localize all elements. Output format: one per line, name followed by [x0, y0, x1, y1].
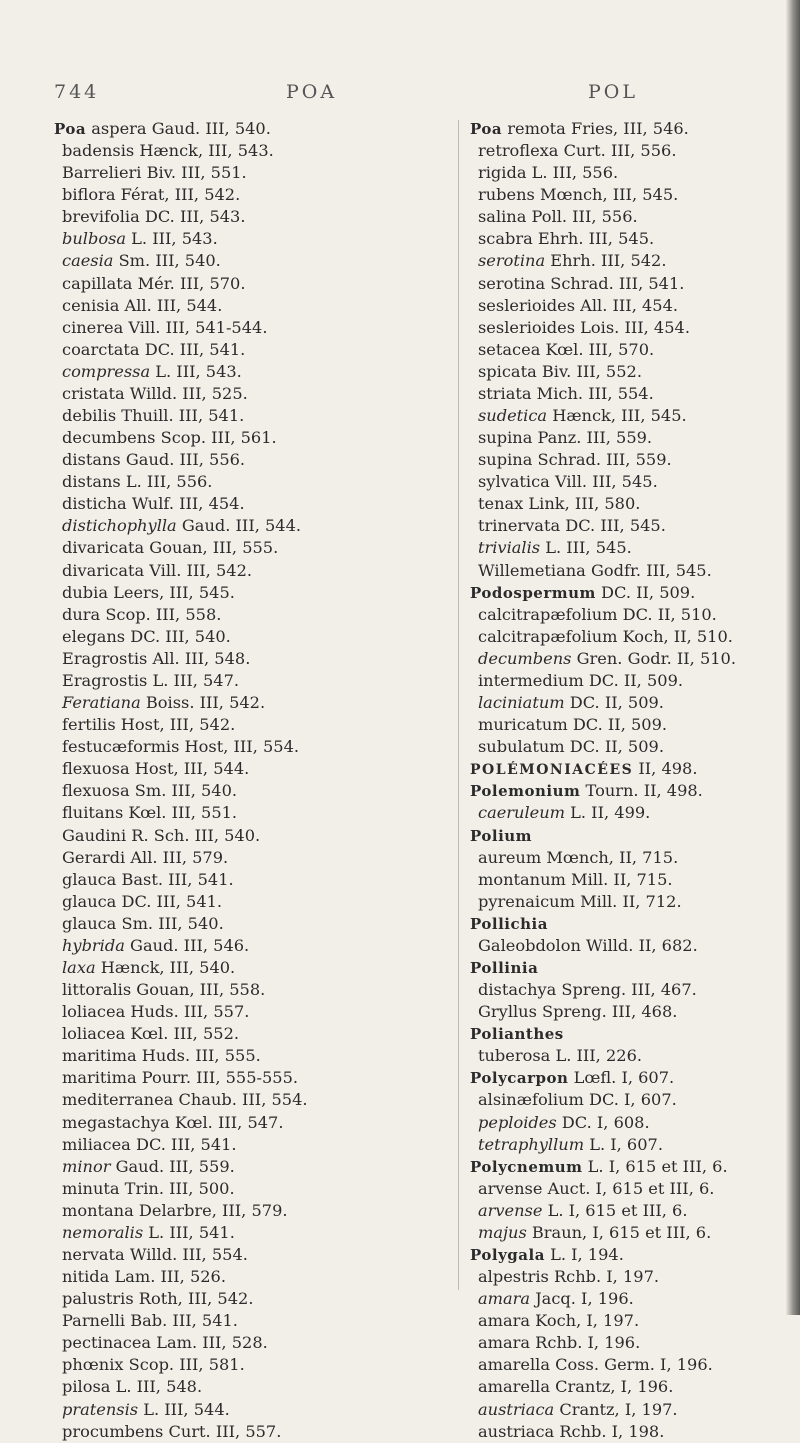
index-species-entry	[470, 515, 790, 537]
index-species-entry	[54, 273, 374, 295]
index-genus-entry	[54, 118, 374, 140]
entry-text: pratensis	[62, 1399, 139, 1419]
entry-text: striata Mich. III, 554.	[478, 383, 654, 403]
index-species-entry	[54, 1112, 374, 1134]
index-species-entry	[54, 1244, 374, 1266]
index-species-entry	[470, 847, 790, 869]
entry-text: supina Panz. III, 559.	[478, 428, 653, 448]
entry-text: amara Koch, I, 197.	[478, 1311, 640, 1331]
entry-text: montanum Mill. II, 715.	[478, 869, 673, 889]
index-species-entry	[54, 361, 374, 383]
entry-reference: Jacq. I, 196.	[530, 1289, 634, 1309]
entry-reference: L. III, 543.	[126, 229, 218, 249]
entry-text: arvense Auct. I, 615 et III, 6.	[478, 1178, 715, 1198]
index-species-entry	[54, 1156, 374, 1178]
index-species-entry	[54, 582, 374, 604]
entry-text: loliacea Kœl. III, 552.	[62, 1024, 240, 1044]
index-species-entry	[54, 1200, 374, 1222]
genus-name: Polemonium	[470, 782, 581, 801]
entry-reference: Ehrh. III, 542.	[545, 251, 667, 271]
index-species-entry	[470, 1266, 790, 1288]
index-species-entry	[470, 935, 790, 957]
entry-text: trivialis	[478, 538, 541, 558]
entry-text: salina Poll. III, 556.	[478, 207, 638, 227]
index-species-entry	[54, 493, 374, 515]
entry-text: calcitrapæfolium DC. II, 510.	[478, 604, 717, 624]
page-number: 744	[54, 81, 100, 103]
entry-text: littoralis Gouan, III, 558.	[62, 980, 266, 1000]
index-species-entry	[470, 1310, 790, 1332]
entry-text: debilis Thuill. III, 541.	[62, 406, 245, 426]
entry-text: laciniatum	[478, 693, 565, 713]
entry-reference: L. III, 545.	[540, 538, 632, 558]
entry-reference: L. III, 541.	[143, 1222, 235, 1242]
entry-text: L. I, 615 et III, 6.	[582, 1156, 728, 1176]
index-genus-entry	[470, 913, 790, 935]
entry-reference: Hænck, III, 540.	[95, 957, 236, 977]
entry-reference: Braun, I, 615 et III, 6.	[526, 1222, 712, 1242]
index-column-right	[470, 118, 790, 1443]
index-species-entry	[470, 339, 790, 361]
index-species-entry	[54, 1376, 374, 1398]
index-species-entry	[54, 869, 374, 891]
index-genus-entry	[470, 1244, 790, 1266]
entry-reference: L. III, 544.	[138, 1399, 230, 1419]
entry-text: seslerioides All. III, 454.	[478, 295, 679, 315]
entry-text: Tourn. II, 498.	[580, 781, 703, 801]
entry-text: Barrelieri Biv. III, 551.	[62, 163, 247, 183]
index-species-entry	[470, 1001, 790, 1023]
index-species-entry	[470, 1421, 790, 1443]
entry-text: serotina	[478, 251, 546, 271]
family-name: POLÉMONIACÉES	[470, 762, 634, 779]
entry-text: flexuosa Sm. III, 540.	[62, 781, 238, 801]
entry-text: pyrenaicum Mill. II, 712.	[478, 891, 682, 911]
index-species-entry	[470, 537, 790, 559]
index-species-entry	[54, 825, 374, 847]
genus-name: Podospermum	[470, 583, 596, 602]
entry-text: procumbens Curt. III, 557.	[62, 1421, 282, 1441]
running-header	[0, 81, 800, 105]
entry-text: austriaca	[478, 1399, 555, 1419]
index-species-entry	[470, 1134, 790, 1156]
entry-text: caesia	[62, 251, 114, 271]
index-species-entry	[470, 692, 790, 714]
entry-text: austriaca Rchb. I, 198.	[478, 1421, 665, 1441]
entry-reference: Gaud. III, 559.	[110, 1156, 235, 1176]
index-species-entry	[54, 228, 374, 250]
entry-reference: Gren. Godr. II, 510.	[571, 648, 736, 668]
genus-name: Pollinia	[470, 958, 539, 977]
entry-text: dubia Leers, III, 545.	[62, 582, 235, 602]
index-species-entry	[54, 626, 374, 648]
entry-text: pectinacea Lam. III, 528.	[62, 1333, 268, 1353]
entry-text: hybrida	[62, 935, 125, 955]
entry-text: Eragrostis All. III, 548.	[62, 648, 251, 668]
entry-text: majus	[478, 1222, 527, 1242]
entry-text: fluitans Kœl. III, 551.	[62, 803, 238, 823]
entry-text: amarella Crantz, I, 196.	[478, 1377, 674, 1397]
entry-reference: L. II, 499.	[565, 803, 651, 823]
index-species-entry	[470, 1354, 790, 1376]
entry-text: intermedium DC. II, 509.	[478, 670, 684, 690]
index-genus-entry	[470, 758, 790, 780]
index-species-entry	[54, 604, 374, 626]
column-divider	[458, 120, 459, 1290]
genus-name: Polycnemum	[470, 1157, 583, 1176]
entry-text: miliacea DC. III, 541.	[62, 1134, 237, 1154]
index-species-entry	[470, 714, 790, 736]
entry-text: peploides	[478, 1112, 557, 1132]
index-species-entry	[470, 1200, 790, 1222]
index-species-entry	[54, 405, 374, 427]
index-species-entry	[470, 1288, 790, 1310]
genus-name: Pollichia	[470, 914, 548, 933]
index-species-entry	[470, 250, 790, 272]
entry-text: Gryllus Spreng. III, 468.	[478, 1002, 678, 1022]
entry-text: subulatum DC. II, 509.	[478, 737, 664, 757]
index-genus-entry	[470, 825, 790, 847]
index-species-entry	[54, 184, 374, 206]
index-species-entry	[470, 604, 790, 626]
entry-text: disticha Wulf. III, 454.	[62, 494, 245, 514]
entry-reference: L. I, 615 et III, 6.	[542, 1200, 688, 1220]
index-species-entry	[470, 1222, 790, 1244]
entry-text: maritima Huds. III, 555.	[62, 1046, 261, 1066]
index-species-entry	[54, 780, 374, 802]
entry-text: II, 498.	[633, 759, 698, 779]
entry-text: flexuosa Host, III, 544.	[62, 759, 250, 779]
entry-text: divaricata Gouan, III, 555.	[62, 538, 279, 558]
entry-text: glauca Sm. III, 540.	[62, 913, 224, 933]
index-species-entry	[470, 184, 790, 206]
index-genus-entry	[470, 780, 790, 802]
index-species-entry	[470, 670, 790, 692]
index-species-entry	[470, 405, 790, 427]
entry-text: nemoralis	[62, 1222, 144, 1242]
index-species-entry	[470, 317, 790, 339]
index-species-entry	[54, 913, 374, 935]
entry-text: biflora Férat, III, 542.	[62, 185, 241, 205]
index-species-entry	[54, 1178, 374, 1200]
index-species-entry	[54, 1089, 374, 1111]
index-species-entry	[470, 1089, 790, 1111]
entry-text: capillata Mér. III, 570.	[62, 273, 246, 293]
entry-text: spicata Biv. III, 552.	[478, 361, 642, 381]
entry-text: Parnelli Bab. III, 541.	[62, 1311, 238, 1331]
index-species-entry	[470, 736, 790, 758]
index-species-entry	[54, 979, 374, 1001]
entry-text: sylvatica Vill. III, 545.	[478, 472, 658, 492]
entry-text: amara Rchb. I, 196.	[478, 1333, 641, 1353]
page-binding-edge	[786, 0, 800, 1315]
index-species-entry	[470, 648, 790, 670]
entry-reference: Hænck, III, 545.	[547, 406, 687, 426]
entry-text: Willemetiana Godfr. III, 545.	[478, 560, 712, 580]
entry-text: loliacea Huds. III, 557.	[62, 1002, 250, 1022]
index-species-entry	[54, 1354, 374, 1376]
entry-text: tetraphyllum	[478, 1134, 585, 1154]
entry-text: sudetica	[478, 406, 548, 426]
entry-text: setacea Kœl. III, 570.	[478, 339, 655, 359]
entry-text: decumbens Scop. III, 561.	[62, 428, 277, 448]
index-species-entry	[54, 1266, 374, 1288]
index-species-entry	[54, 692, 374, 714]
entry-text: seslerioides Lois. III, 454.	[478, 317, 690, 337]
left-running-head: POA	[286, 81, 338, 103]
index-species-entry	[470, 979, 790, 1001]
entry-text: brevifolia DC. III, 543.	[62, 207, 246, 227]
entry-text: montana Delarbre, III, 579.	[62, 1200, 288, 1220]
entry-text: cinerea Vill. III, 541-544.	[62, 317, 268, 337]
entry-text: distans L. III, 556.	[62, 472, 213, 492]
entry-text: tenax Link, III, 580.	[478, 494, 641, 514]
index-species-entry	[54, 891, 374, 913]
entry-reference: DC. II, 509.	[564, 693, 664, 713]
entry-text: caeruleum	[478, 803, 565, 823]
index-species-entry	[470, 1399, 790, 1421]
index-species-entry	[54, 758, 374, 780]
entry-text: Feratiana	[62, 693, 141, 713]
index-species-entry	[54, 317, 374, 339]
index-species-entry	[470, 1332, 790, 1354]
index-genus-entry	[470, 957, 790, 979]
index-species-entry	[470, 140, 790, 162]
entry-text: Galeobdolon Willd. II, 682.	[478, 935, 698, 955]
entry-text: divaricata Vill. III, 542.	[62, 560, 253, 580]
index-species-entry	[54, 206, 374, 228]
index-genus-entry	[470, 1067, 790, 1089]
entry-text: distans Gaud. III, 556.	[62, 450, 246, 470]
entry-text: cristata Willd. III, 525.	[62, 383, 248, 403]
index-species-entry	[54, 957, 374, 979]
index-species-entry	[54, 339, 374, 361]
entry-reference: Crantz, I, 197.	[554, 1399, 678, 1419]
index-species-entry	[470, 802, 790, 824]
index-species-entry	[470, 1045, 790, 1067]
index-species-entry	[470, 383, 790, 405]
genus-name: Polianthes	[470, 1025, 564, 1044]
index-genus-entry	[470, 118, 790, 140]
entry-text: serotina Schrad. III, 541.	[478, 273, 685, 293]
entry-text: aureum Mœnch, II, 715.	[478, 847, 679, 867]
entry-text: retroflexa Curt. III, 556.	[478, 141, 677, 161]
entry-reference: Gaud. III, 544.	[176, 516, 302, 536]
genus-name: Polygala	[470, 1245, 545, 1264]
index-species-entry	[54, 537, 374, 559]
entry-text: nitida Lam. III, 526.	[62, 1267, 227, 1287]
entry-reference: L. III, 543.	[150, 361, 242, 381]
entry-text: amara	[478, 1289, 531, 1309]
index-species-entry	[54, 1399, 374, 1421]
index-species-entry	[54, 847, 374, 869]
entry-text: fertilis Host, III, 542.	[62, 715, 236, 735]
index-species-entry	[54, 1134, 374, 1156]
entry-text: bulbosa	[62, 229, 127, 249]
entry-text: minor	[62, 1156, 111, 1176]
index-species-entry	[470, 626, 790, 648]
index-species-entry	[54, 1067, 374, 1089]
index-species-entry	[470, 273, 790, 295]
entry-text: aspera Gaud. III, 540.	[86, 119, 271, 138]
index-species-entry	[54, 1001, 374, 1023]
entry-text: cenisia All. III, 544.	[62, 295, 223, 315]
entry-text: pilosa L. III, 548.	[62, 1377, 203, 1397]
entry-text: badensis Hænck, III, 543.	[62, 141, 274, 161]
entry-text: remota Fries, III, 546.	[502, 119, 689, 138]
index-species-entry	[470, 891, 790, 913]
index-species-entry	[470, 228, 790, 250]
index-genus-entry	[470, 582, 790, 604]
index-species-entry	[470, 361, 790, 383]
index-species-entry	[54, 1421, 374, 1443]
entry-text: supina Schrad. III, 559.	[478, 450, 672, 470]
index-species-entry	[470, 295, 790, 317]
entry-text: dura Scop. III, 558.	[62, 604, 222, 624]
index-species-entry	[54, 714, 374, 736]
entry-text: rubens Mœnch, III, 545.	[478, 185, 679, 205]
entry-text: tuberosa L. III, 226.	[478, 1046, 643, 1066]
genus-name: Polium	[470, 826, 533, 845]
entry-text: festucæformis Host, III, 554.	[62, 737, 300, 757]
entry-text: minuta Trin. III, 500.	[62, 1178, 235, 1198]
entry-text: nervata Willd. III, 554.	[62, 1244, 248, 1264]
index-species-entry	[470, 869, 790, 891]
entry-text: maritima Pourr. III, 555-555.	[62, 1068, 299, 1088]
index-species-entry	[470, 1112, 790, 1134]
entry-reference: Sm. III, 540.	[113, 251, 221, 271]
index-species-entry	[470, 206, 790, 228]
index-species-entry	[470, 1376, 790, 1398]
index-species-entry	[54, 1288, 374, 1310]
entry-text: megastachya Kœl. III, 547.	[62, 1112, 284, 1132]
entry-text: palustris Roth, III, 542.	[62, 1289, 254, 1309]
entry-text: decumbens	[478, 648, 572, 668]
index-species-entry	[470, 471, 790, 493]
index-species-entry	[54, 140, 374, 162]
entry-text: rigida L. III, 556.	[478, 163, 619, 183]
index-species-entry	[54, 427, 374, 449]
entry-text: calcitrapæfolium Koch, II, 510.	[478, 626, 733, 646]
index-species-entry	[54, 162, 374, 184]
index-species-entry	[54, 449, 374, 471]
index-species-entry	[470, 493, 790, 515]
entry-text: alsinæfolium DC. I, 607.	[478, 1090, 677, 1110]
entry-text: Lœfl. I, 607.	[568, 1068, 675, 1088]
index-species-entry	[54, 648, 374, 670]
index-species-entry	[54, 1045, 374, 1067]
entry-text: phœnix Scop. III, 581.	[62, 1355, 245, 1375]
index-species-entry	[470, 162, 790, 184]
entry-text: glauca DC. III, 541.	[62, 891, 223, 911]
index-species-entry	[54, 802, 374, 824]
entry-text: Eragrostis L. III, 547.	[62, 670, 240, 690]
index-species-entry	[470, 560, 790, 582]
entry-text: coarctata DC. III, 541.	[62, 339, 246, 359]
index-species-entry	[54, 935, 374, 957]
right-running-head: POL	[588, 81, 638, 103]
entry-text: alpestris Rchb. I, 197.	[478, 1267, 660, 1287]
entry-reference: Gaud. III, 546.	[124, 935, 250, 955]
entry-text: laxa	[62, 957, 96, 977]
index-genus-entry	[470, 1023, 790, 1045]
index-species-entry	[54, 1332, 374, 1354]
index-species-entry	[54, 250, 374, 272]
entry-text: L. I, 194.	[544, 1244, 624, 1264]
index-species-entry	[54, 670, 374, 692]
index-species-entry	[54, 471, 374, 493]
index-species-entry	[470, 1178, 790, 1200]
index-species-entry	[54, 383, 374, 405]
entry-text: DC. II, 509.	[595, 582, 696, 602]
index-species-entry	[54, 1310, 374, 1332]
entry-text: amarella Coss. Germ. I, 196.	[478, 1355, 713, 1375]
index-species-entry	[54, 1023, 374, 1045]
index-species-entry	[54, 736, 374, 758]
entry-text: distachya Spreng. III, 467.	[478, 980, 697, 1000]
index-genus-entry	[470, 1156, 790, 1178]
genus-name: Poa	[470, 120, 503, 138]
entry-text: scabra Ehrh. III, 545.	[478, 229, 655, 249]
entry-text: arvense	[478, 1200, 543, 1220]
genus-name: Polycarpon	[470, 1069, 569, 1088]
entry-text: Gerardi All. III, 579.	[62, 847, 229, 867]
index-species-entry	[54, 515, 374, 537]
entry-text: trinervata DC. III, 545.	[478, 516, 666, 536]
genus-name: Poa	[54, 120, 87, 138]
index-species-entry	[54, 560, 374, 582]
entry-text: elegans DC. III, 540.	[62, 626, 231, 646]
index-column-left	[54, 118, 374, 1443]
entry-text: glauca Bast. III, 541.	[62, 869, 234, 889]
index-species-entry	[470, 449, 790, 471]
entry-text: muricatum DC. II, 509.	[478, 715, 668, 735]
entry-reference: Boiss. III, 542.	[140, 693, 266, 713]
index-species-entry	[54, 1222, 374, 1244]
entry-reference: DC. I, 608.	[556, 1112, 650, 1132]
index-species-entry	[54, 295, 374, 317]
entry-text: mediterranea Chaub. III, 554.	[62, 1090, 308, 1110]
entry-reference: L. I, 607.	[584, 1134, 663, 1154]
entry-text: Gaudini R. Sch. III, 540.	[62, 825, 261, 845]
entry-text: distichophylla	[62, 516, 177, 536]
index-species-entry	[470, 427, 790, 449]
entry-text: compressa	[62, 361, 151, 381]
